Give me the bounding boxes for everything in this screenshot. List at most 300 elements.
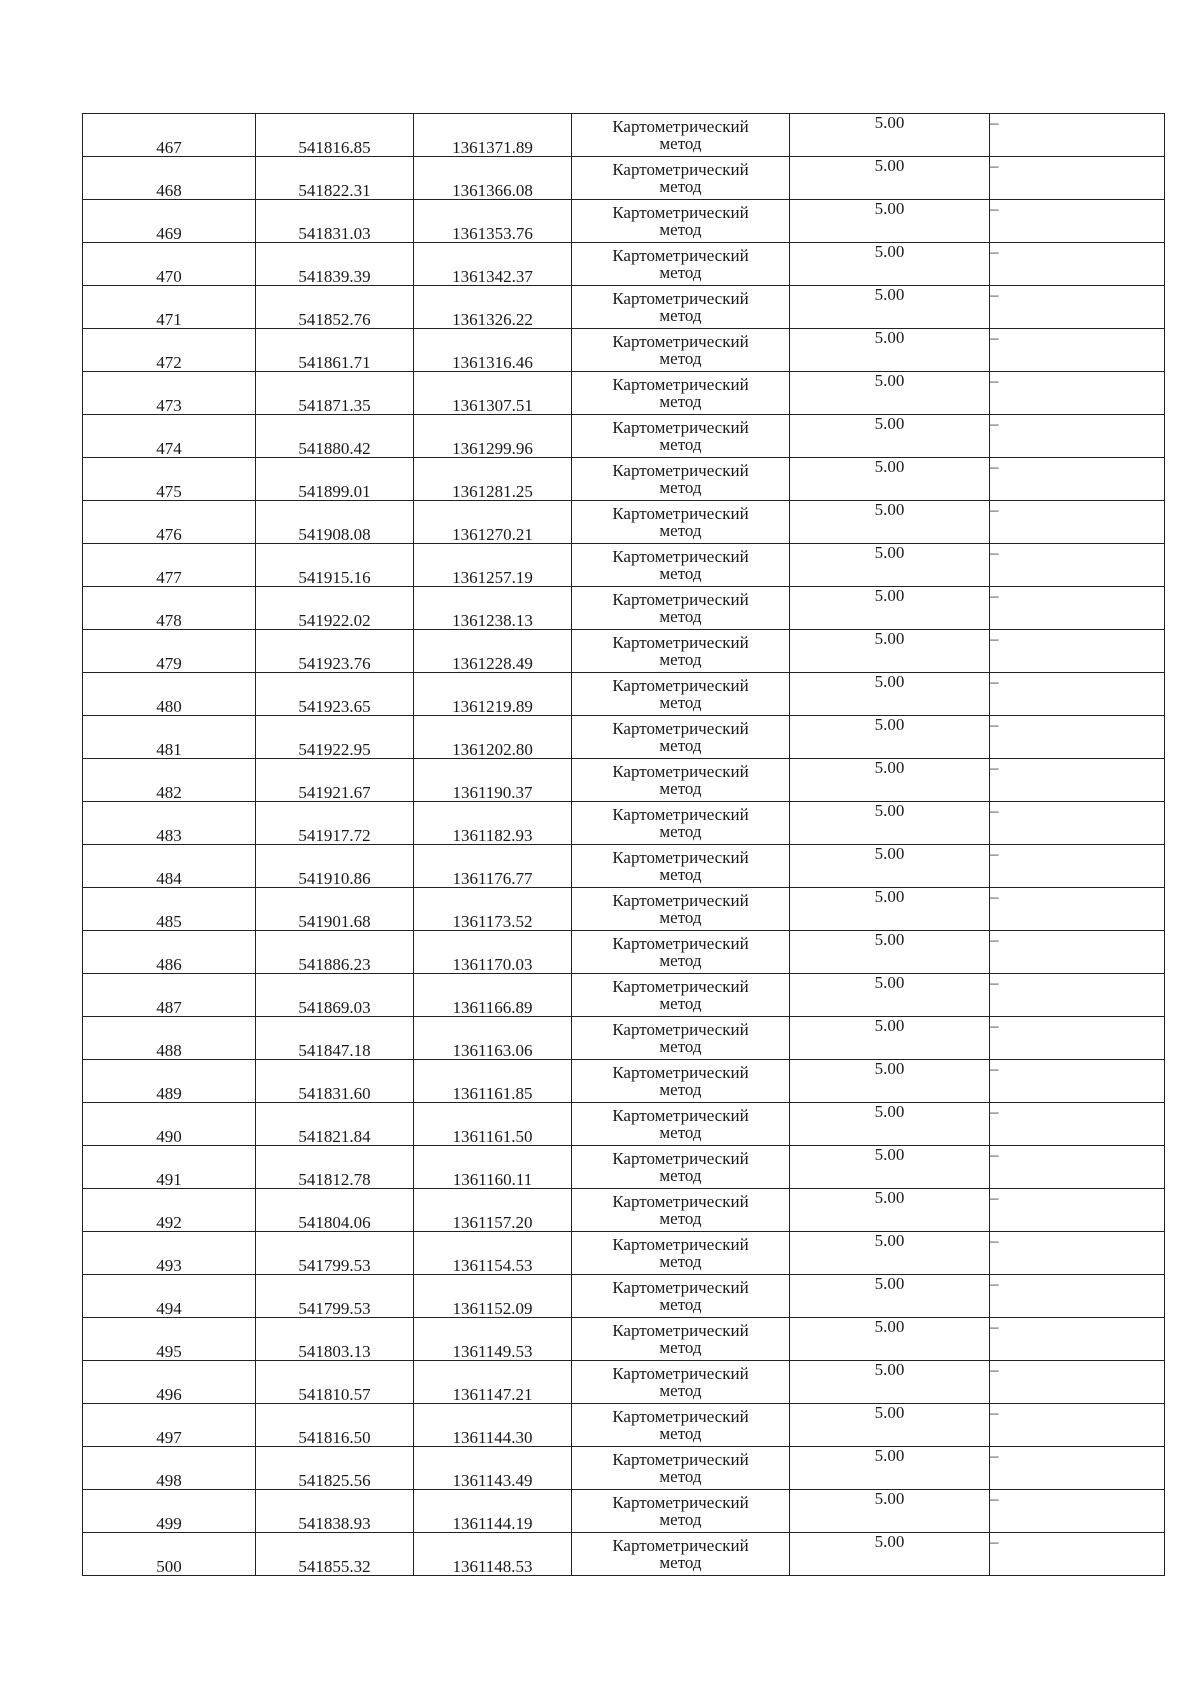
table-row [83,1060,1165,1103]
method-line-1: Картометрический [612,848,749,867]
table-row [83,157,1165,200]
method-cell [572,1146,790,1189]
method-line-1: Картометрический [612,461,749,480]
point-number-cell: 500 [83,1533,256,1576]
x-coordinate-cell: 541810.57 [256,1361,414,1404]
x-coordinate-cell: 541825.56 [256,1447,414,1490]
y-coordinate-cell: 1361173.52 [414,888,572,931]
description-cell: – [990,1189,1165,1232]
y-coordinate-cell: 1361219.89 [414,673,572,716]
accuracy-cell: 5.00 [790,114,990,157]
description-cell: – [990,931,1165,974]
method-line-1: Картометрический [612,805,749,824]
y-coordinate-cell: 1361281.25 [414,458,572,501]
description-cell: – [990,630,1165,673]
description-cell: – [990,1361,1165,1404]
y-coordinate-cell: 1361160.11 [414,1146,572,1189]
table-row [83,458,1165,501]
y-coordinate-cell: 1361371.89 [414,114,572,157]
method-cell [572,501,790,544]
accuracy-cell: 5.00 [790,372,990,415]
method-cell [572,1060,790,1103]
method-cell [572,587,790,630]
method-line-1: Картометрический [612,1020,749,1039]
x-coordinate-cell: 541917.72 [256,802,414,845]
method-line-1: Картометрический [612,1536,749,1555]
method-cell [572,802,790,845]
method-line-1: Картометрический [612,1063,749,1082]
accuracy-cell: 5.00 [790,802,990,845]
method-line-2: метод [659,1553,702,1572]
accuracy-cell: 5.00 [790,974,990,1017]
method-cell [572,114,790,157]
method-line-2: метод [659,693,702,712]
x-coordinate-cell: 541901.68 [256,888,414,931]
y-coordinate-cell: 1361257.19 [414,544,572,587]
method-cell [572,1447,790,1490]
description-cell: – [990,243,1165,286]
method-cell [572,1189,790,1232]
table-row [83,1275,1165,1318]
point-number-cell: 486 [83,931,256,974]
point-number-cell: 487 [83,974,256,1017]
method-line-1: Картометрический [612,1450,749,1469]
description-cell: – [990,1275,1165,1318]
table-row [83,630,1165,673]
y-coordinate-cell: 1361170.03 [414,931,572,974]
method-cell [572,243,790,286]
table-row [83,673,1165,716]
description-cell: – [990,372,1165,415]
method-line-1: Картометрический [612,1106,749,1125]
method-line-1: Картометрический [612,1321,749,1340]
point-number-cell: 483 [83,802,256,845]
x-coordinate-cell: 541915.16 [256,544,414,587]
method-cell [572,200,790,243]
description-cell: – [990,587,1165,630]
method-line-1: Картометрический [612,762,749,781]
method-line-2: метод [659,349,702,368]
method-line-1: Картометрический [612,934,749,953]
description-cell: – [990,716,1165,759]
method-line-2: метод [659,650,702,669]
y-coordinate-cell: 1361326.22 [414,286,572,329]
method-cell [572,286,790,329]
point-number-cell: 478 [83,587,256,630]
accuracy-cell: 5.00 [790,1490,990,1533]
x-coordinate-cell: 541812.78 [256,1146,414,1189]
method-line-1: Картометрический [612,590,749,609]
description-cell: – [990,1447,1165,1490]
method-line-2: метод [659,521,702,540]
accuracy-cell: 5.00 [790,888,990,931]
point-number-cell: 475 [83,458,256,501]
method-line-2: метод [659,1424,702,1443]
x-coordinate-cell: 541923.76 [256,630,414,673]
point-number-cell: 482 [83,759,256,802]
table-row [83,286,1165,329]
method-cell [572,1275,790,1318]
description-cell: – [990,200,1165,243]
method-line-1: Картометрический [612,1407,749,1426]
method-cell [572,458,790,501]
accuracy-cell: 5.00 [790,1318,990,1361]
method-line-1: Картометрический [612,547,749,566]
table-row [83,372,1165,415]
accuracy-cell: 5.00 [790,1146,990,1189]
y-coordinate-cell: 1361154.53 [414,1232,572,1275]
x-coordinate-cell: 541908.08 [256,501,414,544]
method-cell [572,329,790,372]
x-coordinate-cell: 541880.42 [256,415,414,458]
method-line-2: метод [659,478,702,497]
y-coordinate-cell: 1361161.50 [414,1103,572,1146]
accuracy-cell: 5.00 [790,157,990,200]
point-number-cell: 481 [83,716,256,759]
accuracy-cell: 5.00 [790,759,990,802]
y-coordinate-cell: 1361307.51 [414,372,572,415]
method-line-2: метод [659,177,702,196]
accuracy-cell: 5.00 [790,1404,990,1447]
x-coordinate-cell: 541923.65 [256,673,414,716]
table-row [83,1017,1165,1060]
point-number-cell: 477 [83,544,256,587]
x-coordinate-cell: 541804.06 [256,1189,414,1232]
y-coordinate-cell: 1361143.49 [414,1447,572,1490]
point-number-cell: 476 [83,501,256,544]
table-row [83,716,1165,759]
point-number-cell: 479 [83,630,256,673]
point-number-cell: 494 [83,1275,256,1318]
accuracy-cell: 5.00 [790,845,990,888]
point-number-cell: 488 [83,1017,256,1060]
x-coordinate-cell: 541899.01 [256,458,414,501]
accuracy-cell: 5.00 [790,329,990,372]
point-number-cell: 473 [83,372,256,415]
point-number-cell: 480 [83,673,256,716]
method-cell [572,673,790,716]
table-row [83,1318,1165,1361]
y-coordinate-cell: 1361144.30 [414,1404,572,1447]
y-coordinate-cell: 1361342.37 [414,243,572,286]
y-coordinate-cell: 1361176.77 [414,845,572,888]
table-row [83,1447,1165,1490]
method-line-2: метод [659,1252,702,1271]
point-number-cell: 498 [83,1447,256,1490]
x-coordinate-cell: 541821.84 [256,1103,414,1146]
method-line-1: Картометрический [612,160,749,179]
x-coordinate-cell: 541831.60 [256,1060,414,1103]
method-cell [572,931,790,974]
description-cell: – [990,1060,1165,1103]
method-line-1: Картометрический [612,375,749,394]
y-coordinate-cell: 1361228.49 [414,630,572,673]
method-line-2: метод [659,392,702,411]
description-cell: – [990,157,1165,200]
method-line-1: Картометрический [612,1493,749,1512]
x-coordinate-cell: 541852.76 [256,286,414,329]
accuracy-cell: 5.00 [790,544,990,587]
method-cell [572,845,790,888]
accuracy-cell: 5.00 [790,1189,990,1232]
x-coordinate-cell: 541803.13 [256,1318,414,1361]
y-coordinate-cell: 1361149.53 [414,1318,572,1361]
method-line-1: Картометрический [612,246,749,265]
y-coordinate-cell: 1361238.13 [414,587,572,630]
table-row [83,1103,1165,1146]
description-cell: – [990,845,1165,888]
method-line-2: метод [659,1166,702,1185]
table-row [83,200,1165,243]
method-line-1: Картометрический [612,117,749,136]
coordinates-table [82,113,1165,1576]
method-line-1: Картометрический [612,504,749,523]
point-number-cell: 496 [83,1361,256,1404]
y-coordinate-cell: 1361366.08 [414,157,572,200]
description-cell: – [990,329,1165,372]
description-cell: – [990,802,1165,845]
method-cell [572,759,790,802]
method-cell [572,544,790,587]
description-cell: – [990,458,1165,501]
x-coordinate-cell: 541869.03 [256,974,414,1017]
table-row [83,1232,1165,1275]
table-row [83,931,1165,974]
x-coordinate-cell: 541831.03 [256,200,414,243]
point-number-cell: 471 [83,286,256,329]
table-row [83,544,1165,587]
accuracy-cell: 5.00 [790,1232,990,1275]
method-line-2: метод [659,134,702,153]
x-coordinate-cell: 541922.02 [256,587,414,630]
method-line-2: метод [659,1510,702,1529]
x-coordinate-cell: 541816.85 [256,114,414,157]
accuracy-cell: 5.00 [790,1533,990,1576]
table-row [83,845,1165,888]
accuracy-cell: 5.00 [790,1017,990,1060]
accuracy-cell: 5.00 [790,1060,990,1103]
method-cell [572,1490,790,1533]
method-line-1: Картометрический [612,633,749,652]
x-coordinate-cell: 541799.53 [256,1275,414,1318]
y-coordinate-cell: 1361163.06 [414,1017,572,1060]
description-cell: – [990,1318,1165,1361]
description-cell: – [990,974,1165,1017]
method-cell [572,1404,790,1447]
method-cell [572,630,790,673]
method-cell [572,415,790,458]
y-coordinate-cell: 1361161.85 [414,1060,572,1103]
description-cell: – [990,1103,1165,1146]
point-number-cell: 474 [83,415,256,458]
y-coordinate-cell: 1361270.21 [414,501,572,544]
point-number-cell: 499 [83,1490,256,1533]
method-cell [572,716,790,759]
description-cell: – [990,1533,1165,1576]
coordinates-table-body [83,114,1165,1576]
table-row [83,501,1165,544]
method-line-2: метод [659,607,702,626]
x-coordinate-cell: 541799.53 [256,1232,414,1275]
accuracy-cell: 5.00 [790,458,990,501]
table-row [83,888,1165,931]
x-coordinate-cell: 541921.67 [256,759,414,802]
x-coordinate-cell: 541838.93 [256,1490,414,1533]
x-coordinate-cell: 541847.18 [256,1017,414,1060]
table-row [83,1490,1165,1533]
description-cell: – [990,673,1165,716]
method-line-1: Картометрический [612,332,749,351]
x-coordinate-cell: 541822.31 [256,157,414,200]
x-coordinate-cell: 541886.23 [256,931,414,974]
point-number-cell: 485 [83,888,256,931]
point-number-cell: 495 [83,1318,256,1361]
table-row [83,329,1165,372]
method-line-2: метод [659,908,702,927]
accuracy-cell: 5.00 [790,243,990,286]
x-coordinate-cell: 541855.32 [256,1533,414,1576]
method-line-2: метод [659,822,702,841]
method-line-2: метод [659,951,702,970]
method-line-2: метод [659,1295,702,1314]
point-number-cell: 484 [83,845,256,888]
method-line-1: Картометрический [612,676,749,695]
table-row [83,587,1165,630]
table-row [83,1533,1165,1576]
method-cell [572,157,790,200]
accuracy-cell: 5.00 [790,931,990,974]
x-coordinate-cell: 541816.50 [256,1404,414,1447]
method-cell [572,372,790,415]
description-cell: – [990,544,1165,587]
accuracy-cell: 5.00 [790,1275,990,1318]
method-line-2: метод [659,220,702,239]
table-row [83,802,1165,845]
method-line-2: метод [659,564,702,583]
accuracy-cell: 5.00 [790,673,990,716]
method-line-2: метод [659,1209,702,1228]
accuracy-cell: 5.00 [790,716,990,759]
description-cell: – [990,1017,1165,1060]
y-coordinate-cell: 1361316.46 [414,329,572,372]
method-line-1: Картометрический [612,1192,749,1211]
description-cell: – [990,114,1165,157]
point-number-cell: 493 [83,1232,256,1275]
description-cell: – [990,888,1165,931]
method-cell [572,888,790,931]
method-line-1: Картометрический [612,1149,749,1168]
description-cell: – [990,1146,1165,1189]
method-line-1: Картометрический [612,418,749,437]
y-coordinate-cell: 1361144.19 [414,1490,572,1533]
method-line-2: метод [659,1467,702,1486]
y-coordinate-cell: 1361166.89 [414,974,572,1017]
table-row [83,1361,1165,1404]
description-cell: – [990,501,1165,544]
description-cell: – [990,1232,1165,1275]
table-row [83,114,1165,157]
method-cell [572,1361,790,1404]
x-coordinate-cell: 541861.71 [256,329,414,372]
method-cell [572,1533,790,1576]
description-cell: – [990,1404,1165,1447]
x-coordinate-cell: 541839.39 [256,243,414,286]
method-cell [572,1103,790,1146]
method-line-2: метод [659,1123,702,1142]
description-cell: – [990,415,1165,458]
description-cell: – [990,286,1165,329]
method-line-2: метод [659,1080,702,1099]
y-coordinate-cell: 1361147.21 [414,1361,572,1404]
method-line-2: метод [659,263,702,282]
y-coordinate-cell: 1361353.76 [414,200,572,243]
y-coordinate-cell: 1361148.53 [414,1533,572,1576]
accuracy-cell: 5.00 [790,587,990,630]
method-line-2: метод [659,1381,702,1400]
method-line-1: Картометрический [612,891,749,910]
description-cell: – [990,759,1165,802]
accuracy-cell: 5.00 [790,1361,990,1404]
method-line-1: Картометрический [612,719,749,738]
accuracy-cell: 5.00 [790,501,990,544]
method-cell [572,1318,790,1361]
method-line-1: Картометрический [612,977,749,996]
y-coordinate-cell: 1361157.20 [414,1189,572,1232]
table-row [83,1189,1165,1232]
table-row [83,759,1165,802]
method-line-2: метод [659,736,702,755]
accuracy-cell: 5.00 [790,415,990,458]
y-coordinate-cell: 1361152.09 [414,1275,572,1318]
method-line-1: Картометрический [612,289,749,308]
accuracy-cell: 5.00 [790,1103,990,1146]
table-row [83,1146,1165,1189]
point-number-cell: 492 [83,1189,256,1232]
accuracy-cell: 5.00 [790,630,990,673]
accuracy-cell: 5.00 [790,1447,990,1490]
point-number-cell: 491 [83,1146,256,1189]
description-cell: – [990,1490,1165,1533]
accuracy-cell: 5.00 [790,200,990,243]
y-coordinate-cell: 1361202.80 [414,716,572,759]
method-line-2: метод [659,306,702,325]
point-number-cell: 470 [83,243,256,286]
point-number-cell: 468 [83,157,256,200]
method-line-1: Картометрический [612,1235,749,1254]
table-row [83,974,1165,1017]
method-line-1: Картометрический [612,203,749,222]
y-coordinate-cell: 1361182.93 [414,802,572,845]
table-row [83,415,1165,458]
table-row [83,1404,1165,1447]
x-coordinate-cell: 541910.86 [256,845,414,888]
x-coordinate-cell: 541922.95 [256,716,414,759]
method-cell [572,1232,790,1275]
method-line-2: метод [659,1037,702,1056]
point-number-cell: 469 [83,200,256,243]
y-coordinate-cell: 1361190.37 [414,759,572,802]
point-number-cell: 490 [83,1103,256,1146]
method-cell [572,1017,790,1060]
point-number-cell: 489 [83,1060,256,1103]
method-line-1: Картометрический [612,1278,749,1297]
method-cell [572,974,790,1017]
method-line-1: Картометрический [612,1364,749,1383]
y-coordinate-cell: 1361299.96 [414,415,572,458]
x-coordinate-cell: 541871.35 [256,372,414,415]
point-number-cell: 497 [83,1404,256,1447]
accuracy-cell: 5.00 [790,286,990,329]
